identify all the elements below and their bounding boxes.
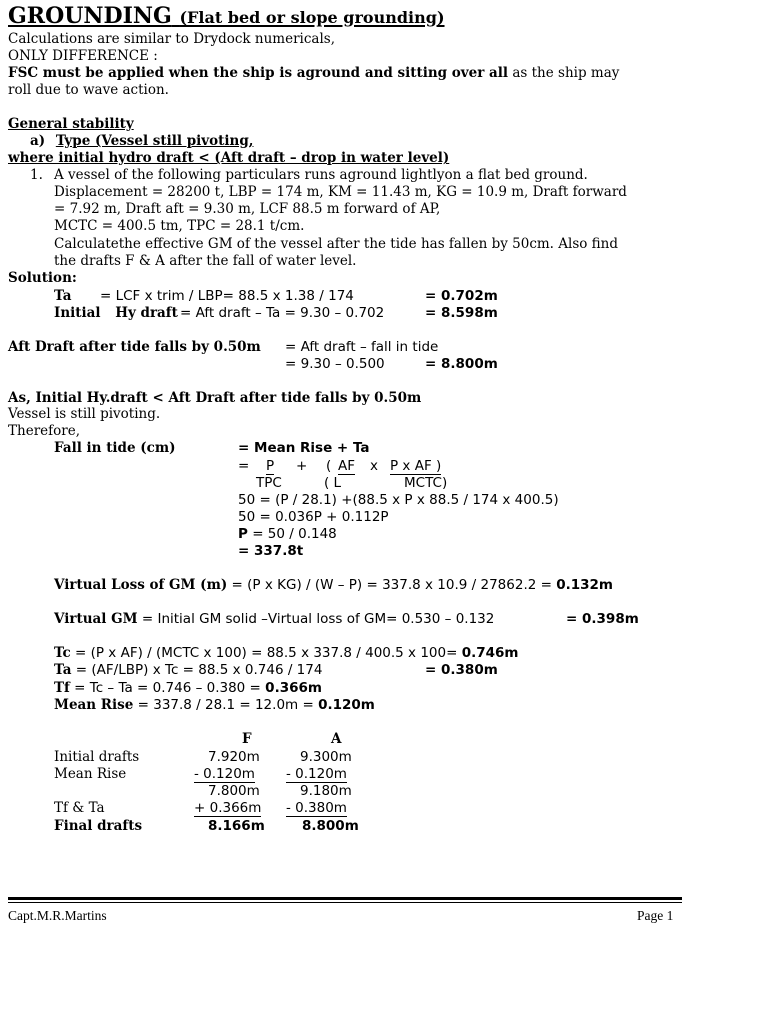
fraction-eq: = <box>238 458 250 474</box>
ta2-label: Ta <box>54 662 72 678</box>
tc-label: Tc <box>54 645 71 661</box>
table-row-a: 8.800m <box>302 818 359 834</box>
table-header-a: A <box>331 731 342 747</box>
table-row-f: + 0.366m <box>194 800 262 816</box>
table-row-f: - 0.120m <box>194 766 255 782</box>
virtual-loss-expr: = (P x KG) / (W – P) = 337.8 x 10.9 / 27862.2 = <box>227 577 557 593</box>
table-row-a: 9.180m <box>300 783 352 799</box>
question-line-5: Calculatethe effective GM of the vessel after the tide has fallen by 50cm. Also find <box>54 236 619 252</box>
table-row-a: 9.300m <box>300 749 352 765</box>
virtual-loss-line <box>54 577 613 593</box>
aft-label: Aft Draft after tide falls by 0.50m <box>8 339 261 355</box>
fraction-p: P <box>266 458 275 474</box>
fall-equation: = Mean Rise + Ta <box>238 440 370 456</box>
footer-page-number: Page 1 <box>637 908 674 923</box>
table-row-a: - 0.120m <box>286 766 347 782</box>
ihd-label-2: Hy draft <box>115 305 178 321</box>
ta-result: = 0.702m <box>425 288 498 304</box>
question-line-6: the drafts F & A after the fall of water level. <box>54 253 357 269</box>
fraction-plus: + <box>296 458 308 474</box>
ta2-line <box>54 662 322 678</box>
ihd-label-1: Initial <box>54 305 101 321</box>
section-general-stability: General stability <box>8 116 134 132</box>
aft-expression-1: = Aft draft – fall in tide <box>285 339 439 355</box>
tc-result: 0.746m <box>461 645 519 661</box>
table-row-f: 7.920m <box>208 749 260 765</box>
question-number: 1. <box>30 167 43 183</box>
aft-expression-2: = 9.30 – 0.500 <box>285 356 385 372</box>
tf-line <box>54 680 322 696</box>
step-4: = 337.8t <box>238 543 304 559</box>
virtual-gm-expr: = Initial GM solid –Virtual loss of GM= 0.530 – 0.132 <box>137 611 495 627</box>
type-title: Type (Vessel still pivoting, <box>55 133 254 149</box>
fsc-rest: as the ship may <box>508 65 620 81</box>
table-row-label: Mean Rise <box>54 766 127 782</box>
tc-expr: = (P x AF) / (MCTC x 100) = 88.5 x 337.8 / 400.5 x 100= <box>70 645 462 661</box>
intro-line-1: Calculations are similar to Drydock numericals, <box>8 31 336 47</box>
type-a-marker: a) <box>30 133 46 149</box>
fall-label: Fall in tide (cm) <box>54 440 176 456</box>
type-label <box>30 133 253 149</box>
footer-divider-thin <box>8 902 682 903</box>
as-statement: As, Initial Hy.draft < Aft Draft after tide falls by 0.50m <box>8 390 422 406</box>
ihd-label <box>54 305 178 321</box>
ta-label: Ta <box>54 288 72 304</box>
table-row-a: - 0.380m <box>286 800 347 816</box>
footer-author: Capt.M.R.Martins <box>8 908 107 923</box>
fraction-open: ( <box>326 458 332 474</box>
tf-label: Tf <box>54 680 70 696</box>
fraction-x: x <box>370 458 378 474</box>
fsc-bold: FSC must be applied when the ship is aground and sitting over all <box>8 65 509 81</box>
table-row-f: 8.166m <box>208 818 265 834</box>
therefore-label: Therefore, <box>8 423 80 439</box>
question-line-3: = 7.92 m, Draft aft = 9.30 m, LCF 88.5 m forward of AP, <box>54 201 441 217</box>
ta-expression: = LCF x trim / LBP= 88.5 x 1.38 / 174 <box>100 288 354 304</box>
ihd-result: = 8.598m <box>425 305 498 321</box>
table-row-f: 7.800m <box>208 783 260 799</box>
tf-result: 0.366m <box>265 680 322 696</box>
virtual-gm-label: Virtual GM <box>54 611 138 627</box>
ta2-result: = 0.380m <box>425 662 498 678</box>
tf-expr: = Tc – Ta = 0.746 – 0.380 = <box>69 680 266 696</box>
table-header-f: F <box>242 731 252 747</box>
step-1: 50 = (P / 28.1) +(88.5 x P x 88.5 / 174 x 400.5) <box>238 492 559 508</box>
title-main: GROUNDING <box>8 3 172 29</box>
question-line-4: MCTC = 400.5 tm, TPC = 28.1 t/cm. <box>54 218 305 234</box>
title-sub: (Flat bed or slope grounding) <box>179 8 445 27</box>
type-condition: where initial hydro draft < (Aft draft – drop in water level) <box>8 150 450 166</box>
tc-line <box>54 645 519 661</box>
solution-label: Solution: <box>8 270 77 286</box>
fraction-mctc: MCTC) <box>404 475 448 491</box>
step-3 <box>238 526 337 542</box>
fraction-paf: P x AF ) <box>390 458 442 474</box>
ihd-expression: = Aft draft – Ta = 9.30 – 0.702 <box>180 305 385 321</box>
table-row-label: Tf & Ta <box>54 800 105 816</box>
fraction-tpc: TPC <box>256 475 282 491</box>
pivot-statement: Vessel is still pivoting. <box>8 406 161 422</box>
aft-result: = 8.800m <box>425 356 498 372</box>
fsc-line-2: roll due to wave action. <box>8 82 169 98</box>
table-row-label: Final drafts <box>54 818 143 834</box>
virtual-loss-label: Virtual Loss of GM (m) <box>54 577 228 593</box>
mean-rise-line <box>54 697 375 713</box>
question-line-2: Displacement = 28200 t, LBP = 174 m, KM = 11.43 m, KG = 10.9 m, Draft forward <box>54 184 627 200</box>
ta2-expr: = (AF/LBP) x Tc = 88.5 x 0.746 / 174 <box>71 662 323 678</box>
fsc-line <box>8 65 619 81</box>
mean-rise-expr: = 337.8 / 28.1 = 12.0m = <box>133 697 319 713</box>
virtual-loss-result: 0.132m <box>556 577 613 593</box>
question-line-1: A vessel of the following particulars runs aground lightlyon a flat bed ground. <box>54 167 588 183</box>
virtual-gm-result: = 0.398m <box>566 611 639 627</box>
fraction-l: ( L <box>324 475 342 491</box>
table-row-label: Initial drafts <box>54 749 140 765</box>
page-title <box>8 3 445 29</box>
step-3-expr: = 50 / 0.148 <box>247 526 337 542</box>
mean-rise-label: Mean Rise <box>54 697 134 713</box>
step-3-p: P <box>238 526 248 542</box>
intro-line-2: ONLY DIFFERENCE : <box>8 48 158 64</box>
step-2: 50 = 0.036P + 0.112P <box>238 509 389 525</box>
virtual-gm-line <box>54 611 494 627</box>
fraction-af: AF <box>338 458 356 474</box>
footer-divider-thick <box>8 897 682 900</box>
mean-rise-result: 0.120m <box>318 697 375 713</box>
